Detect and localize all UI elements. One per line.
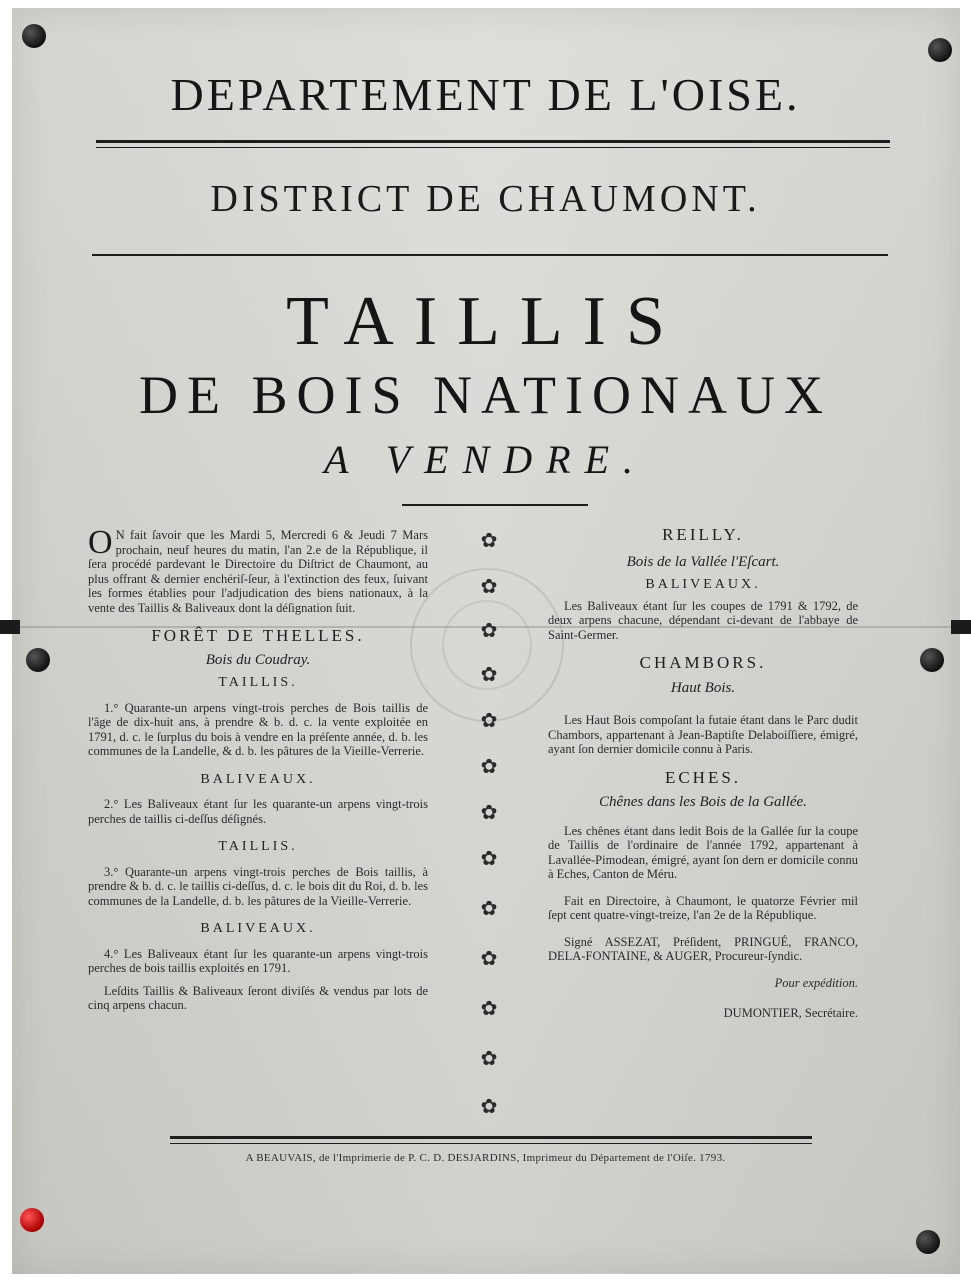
intro-paragraph: O N fait ſavoir que les Mardi 5, Mercredi 6 & Jeudi 7 Mars prochain, neuf heures du matin, l'an 2.e de la République, il ſera procédé pardevant le Directoire du Diſtrict de Chaumont, au plus offrant & dernier enchériſ-ſeur, à l'extinction des feux, ſuivant les formes établies pour l'adjudication des biens nationaux, à la vente des Taillis & Baliveaux dont la déſignation ſuit. (88, 524, 428, 615)
baliveaux-heading: BALIVEAUX. (200, 921, 316, 936)
foret-heading: FORÊT DE THELLES. (151, 626, 365, 645)
chambors-paragraph: Les Haut Bois compoſant la futaie étant dans le Parc dudit Chambors, appartenant à Jean-Baptiſte Delaboiſſiere, émigré, ayant ſon dernier domicile connu à Paris. (548, 713, 858, 756)
eches-subheading: Chênes dans les Bois de la Gallée. (599, 794, 807, 810)
baliveaux-heading: BALIVEAUX. (200, 771, 316, 787)
lot-paragraph: 1.° Quarante-un arpens vingt-trois perches de Bois taillis de l'âge de dix-huit ans, à prendre & b. d. c. la vente exploitée en 1791, d. c. le ſurplus du bois à vendre en la préſente année, d. b. les communes de la Landelle, & d. b. les pâtures de la Vieille-Verrerie. (88, 700, 428, 758)
divider (170, 1143, 812, 1144)
lots-note: Leſdits Taillis & Baliveaux ſeront diviſés & vendus par lots de cinq arpens chacun. (88, 983, 428, 1012)
divider (402, 504, 588, 506)
fleuron-icon: ✿ (480, 1046, 498, 1070)
secretary-line: DUMONTIER, Secrétaire. (723, 1006, 858, 1020)
bois-subheading: Bois du Coudray. (205, 651, 311, 668)
fleuron-icon: ✿ (480, 800, 498, 824)
divider (96, 140, 890, 143)
clip-bar-left (0, 620, 20, 634)
pin-icon (916, 1230, 940, 1254)
divider (170, 1136, 812, 1139)
signatures: Signé ASSEZAT, Préſident, PRINGUÉ, FRANCO, DELA-FONTAINE, & AUGER, Procureur-ſyndic. (548, 934, 858, 963)
pin-icon (26, 648, 50, 672)
title-bois-nationaux: DE BOIS NATIONAUX (139, 365, 832, 425)
fleuron-icon: ✿ (480, 708, 498, 732)
fleuron-icon: ✿ (480, 528, 498, 552)
taillis-heading: TAILLIS. (218, 675, 298, 690)
fleuron-icon: ✿ (480, 996, 498, 1020)
divider (96, 147, 890, 148)
fleuron-icon: ✿ (480, 846, 498, 870)
reilly-subheading: Bois de la Vallée l'Eſcart. (626, 553, 780, 570)
pin-icon (928, 38, 952, 62)
fleuron-icon: ✿ (480, 574, 498, 598)
fleuron-icon: ✿ (480, 662, 498, 686)
title-taillis: TAILLIS (286, 283, 685, 360)
chambors-subheading: Haut Bois. (670, 679, 736, 696)
divider (92, 254, 888, 256)
lot-paragraph: 3.° Quarante-un arpens vingt-trois perches de Bois taillis, à prendre & b. d. c. le taillis ci-deſſus, d. c. le bois dit du Roi, d. b. les communes de la Landelle, d. b. les pâtures de la Vieille-Verrerie. (88, 864, 428, 908)
red-pin-icon (20, 1208, 44, 1232)
reilly-paragraph: Les Baliveaux étant ſur les coupes de 1791 & 1792, de deux arpens chacune, dépendant ci-devant de l'abbaye de Saint-Germer. (548, 598, 858, 642)
fleuron-icon: ✿ (480, 754, 498, 778)
fait-paragraph: Fait en Directoire, à Chaumont, le quatorze Février mil ſept cent quatre-vingt-treize, l'an 2e de la République. (548, 893, 858, 922)
fleuron-icon: ✿ (480, 618, 498, 642)
expedition-line: Pour expédition. (774, 975, 858, 990)
chambors-heading: CHAMBORS. (639, 653, 767, 672)
departement-heading: DEPARTEMENT DE L'OISE. (170, 69, 801, 120)
reilly-heading: REILLY. (662, 525, 744, 544)
baliveaux-heading: BALIVEAUX. (645, 577, 761, 592)
left-column (88, 524, 428, 1013)
right-column (548, 525, 858, 1021)
clip-bar-right (951, 620, 971, 634)
district-heading: DISTRICT DE CHAUMONT. (210, 178, 761, 220)
lot-paragraph: 2.° Les Baliveaux étant ſur les quarante-un arpens vingt-trois perches de taillis ci-deſſus déſignés. (88, 797, 428, 826)
eches-heading: ECHES. (664, 767, 742, 787)
imprint-footer: A BEAUVAIS, de l'Imprimerie de P. C. D. DESJARDINS, Imprimeur du Département de l'Oiſe. 1793. (245, 1152, 726, 1164)
lot-paragraph: 4.° Les Baliveaux étant ſur les quarante-un arpens vingt-trois perches de bois taillis exploités en 1791. (88, 946, 428, 975)
dropcap: O (88, 524, 113, 561)
fleuron-icon: ✿ (480, 1094, 498, 1118)
pin-icon (22, 24, 46, 48)
title-a-vendre: A VENDRE. (323, 437, 647, 482)
eches-paragraph: Les chênes étant dans ledit Bois de la Gallée ſur la coupe de Taillis de l'ordinaire de l'année 1792, appartenant à Lavallée-Pimodean, émigré, ayant ſon dern er domicile connu à Eches, Canton de Méru. (548, 823, 858, 881)
taillis-heading: TAILLIS. (218, 839, 298, 854)
fleuron-icon: ✿ (480, 946, 498, 970)
pin-icon (920, 648, 944, 672)
fleuron-icon: ✿ (480, 896, 498, 920)
